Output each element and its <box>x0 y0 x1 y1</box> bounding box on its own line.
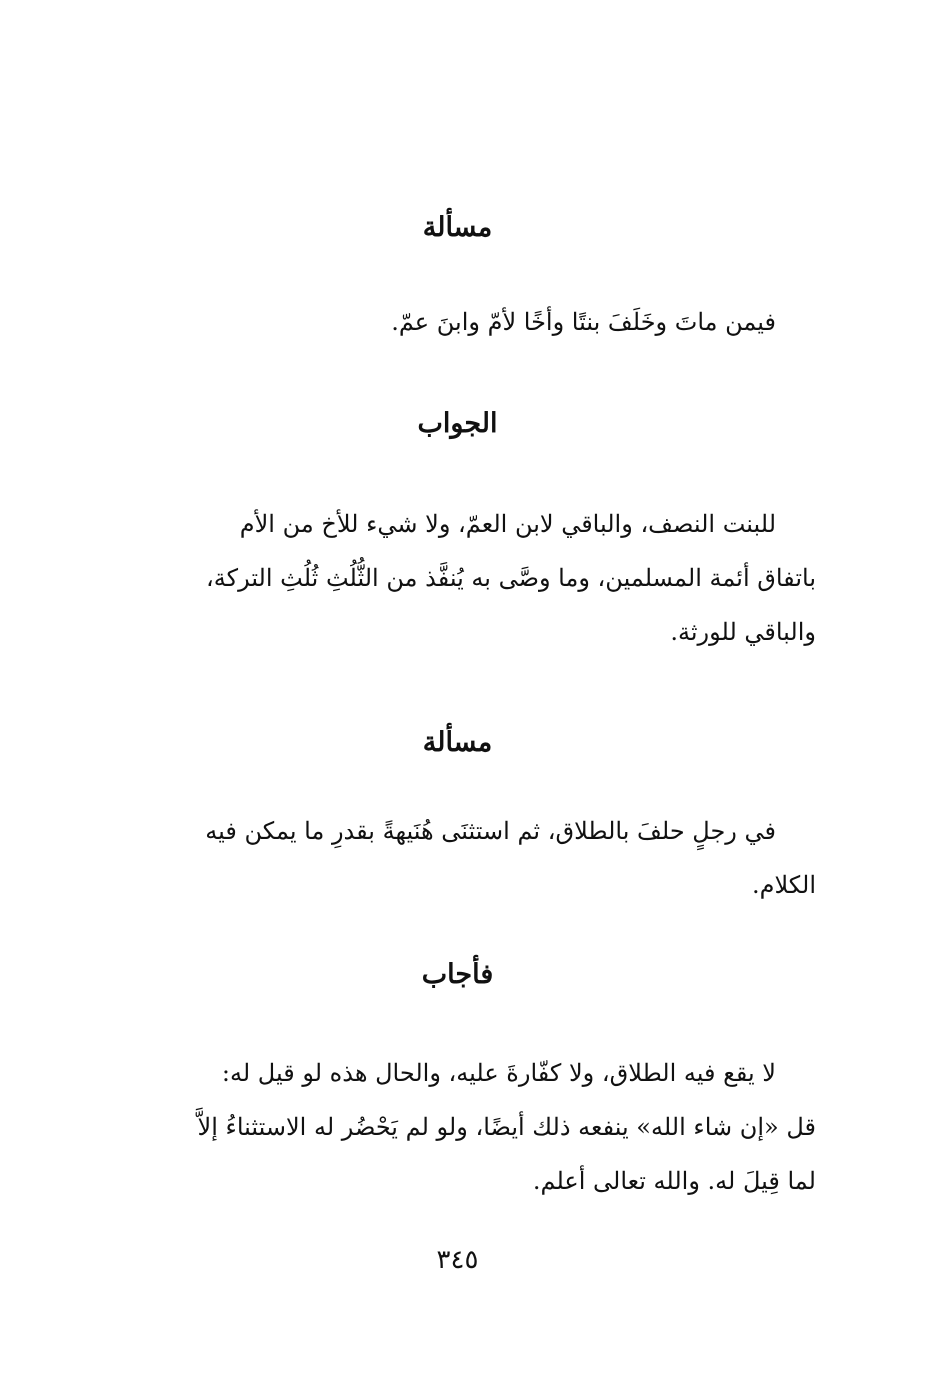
paragraph-line: فيمن ماتَ وخَلَفَ بنتًا وأخًا لأمّ وابنَ عمّ. <box>391 308 776 336</box>
paragraph-line: للبنت النصف، والباقي لابن العمّ، ولا شيء للأخ من الأم <box>239 510 776 538</box>
paragraph-line: لا يقع فيه الطلاق، ولا كفّارةَ عليه، والحال هذه لو قيل له: <box>221 1059 776 1087</box>
section-heading-question-2: مسألة <box>422 727 493 758</box>
section-heading-answer-1: الجواب <box>417 408 498 439</box>
question-2-text <box>92 804 816 912</box>
paragraph-line: قل «إن شاء الله» ينفعه ذلك أيضًا، ولو لم يَحْضُر له الاستثناءُ إلاَّ <box>197 1113 816 1141</box>
question-1-text <box>92 295 816 349</box>
paragraph-line: الكلام. <box>751 871 816 899</box>
answer-2-text <box>92 1046 816 1208</box>
section-heading-answer-2: فأجاب <box>421 959 494 990</box>
paragraph-line: والباقي للورثة. <box>670 618 816 646</box>
paragraph-line: باتفاق أئمة المسلمين، وما وصَّى به يُنفَّذ من الثُّلُثِ ثُلُثِ التركة، <box>206 564 816 592</box>
answer-1-text <box>92 497 816 659</box>
page-number: ٣٤٥ <box>436 1245 479 1275</box>
paragraph-line: لما قِيلَ له. والله تعالى أعلم. <box>532 1167 816 1195</box>
section-heading-question-1: مسألة <box>422 212 493 243</box>
paragraph-line: في رجلٍ حلفَ بالطلاق، ثم استثنَى هُنَيهةً بقدرِ ما يمكن فيه <box>205 817 776 845</box>
